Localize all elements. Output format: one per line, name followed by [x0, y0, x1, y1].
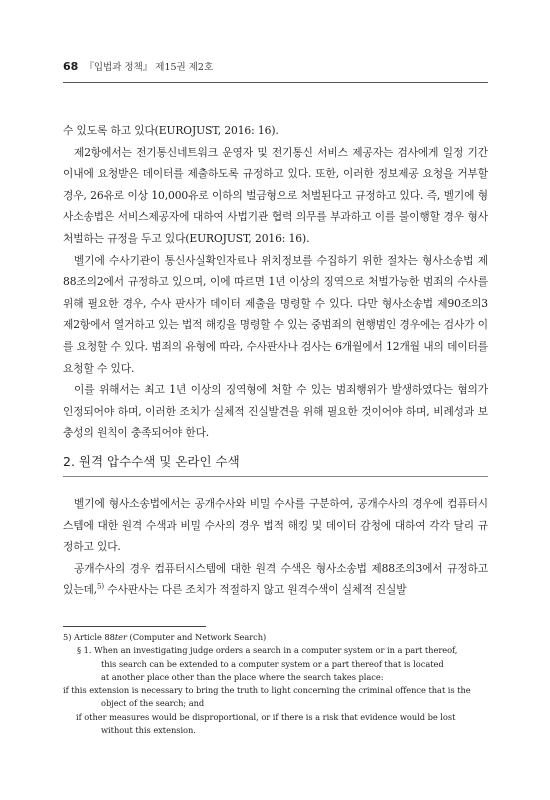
header-divider — [63, 82, 488, 83]
footnote-article-subtitle: (Computer and Network Search) — [126, 632, 267, 642]
page-number: 68 — [63, 60, 79, 73]
paragraph: 수 있도록 하고 있다(EUROJUST, 2016: 16). — [63, 124, 279, 137]
body-text-section-2 — [63, 493, 488, 601]
footnote-marker: 5) — [63, 632, 72, 642]
paragraph-text: 수사판사는 다른 조치가 적절하지 않고 원격수색이 실체적 진실발 — [107, 583, 407, 597]
footnote-section-mark: § 1. — [77, 645, 92, 656]
paragraph-text: 공개수사의 경우 컴퓨터시스템에 대한 원격 수색은 형사소송법 제88조의3에서 규정하고 있는데, — [63, 561, 488, 597]
footnote-condition — [63, 711, 488, 738]
footnote-condition — [63, 684, 488, 711]
section-heading: 2. 원격 압수수색 및 온라인 수색 — [63, 452, 488, 477]
footnote-line — [63, 644, 488, 657]
footnote-title — [63, 631, 488, 644]
body-text — [63, 120, 488, 444]
footnote-article-italic: ter — [114, 632, 127, 642]
paragraph: 이를 위해서는 최고 1년 이상의 징역형에 처할 수 있는 범죄행위가 발생하였다는 혐의가 인정되어야 하며, 이러한 조치가 실체적 진실발견을 위해 필요한 것이어야 하며, 비례성과 보충성의 원칙이 충족되어야 한다. — [63, 383, 488, 440]
paragraph — [63, 558, 488, 601]
footnote-line-text: When an investigating judge orders a search in a computer system or in a part thereof, — [94, 645, 458, 656]
footnote-line: this search can be extended to a computer system or a part thereof that is located — [101, 658, 444, 669]
footnote-article: Article 88 — [74, 632, 115, 642]
footnote-line: at another place other than the place where the search takes place: — [101, 671, 384, 682]
paragraph: 벨기에 수사기관이 통신사실확인자료나 위치정보를 수집하기 위한 절차는 형사소송법 제88조의2에서 규정하고 있으며, 이에 따르면 1년 이상의 징역으로 처벌가능한 범죄의 수사를 위해 필요한 경우, 수사 판사가 데이터 제출을 명령할 수 있다. 다만 형사소송법 제90조의3 제2항에서 열거하고 있는 법적 해킹을 명령할 수 있는 중범죄의 현행범인 경우에는 검사가 이를 요청할 수 있다. 범죄의 유형에 따라, 수사판사나 검사는 6개월에서 12개월 내의 데이터를 요청할 수 있다. — [63, 253, 488, 375]
paragraph: 제2항에서는 전기통신네트워크 운영자 및 전기통신 서비스 제공자는 검사에게 일정 기간 이내에 요청받은 데이터를 제출하도록 규정하고 있다. 또한, 이러한 정보제공 요청을 거부할 경우, 26유로 이상 10,000유로 이하의 벌금형으로 처벌된다고 규정하고 있다. 즉, 벨기에 형사소송법은 서비스제공자에 대하여 사법기관 협력 의무를 부과하고 이를 불이행할 경우 형사처벌하는 규정을 두고 있다(EUROJUST, 2016: 16). — [63, 145, 488, 245]
footnote-reference[interactable]: 5) — [96, 582, 104, 591]
footnote-condition-text: if this extension is necessary to bring the truth to light concerning the criminal offence that is the object of the search; and — [63, 685, 471, 709]
running-header — [63, 60, 213, 74]
footnote-divider — [63, 626, 206, 627]
journal-title: 『입법과 정책』 제15권 제2호 — [84, 62, 214, 73]
footnote — [63, 631, 488, 737]
footnote-condition-text: if other measures would be disproportional, or if there is a risk that evidence would be lost without this extension. — [76, 711, 456, 736]
paragraph: 벨기에 형사소송법에서는 공개수사와 비밀 수사를 구분하여, 공개수사의 경우에 컴퓨터시스템에 대한 원격 수색과 비밀 수사의 경우 법적 해킹 및 데이터 감청에 대하여 각각 달리 규정하고 있다. — [63, 497, 488, 554]
